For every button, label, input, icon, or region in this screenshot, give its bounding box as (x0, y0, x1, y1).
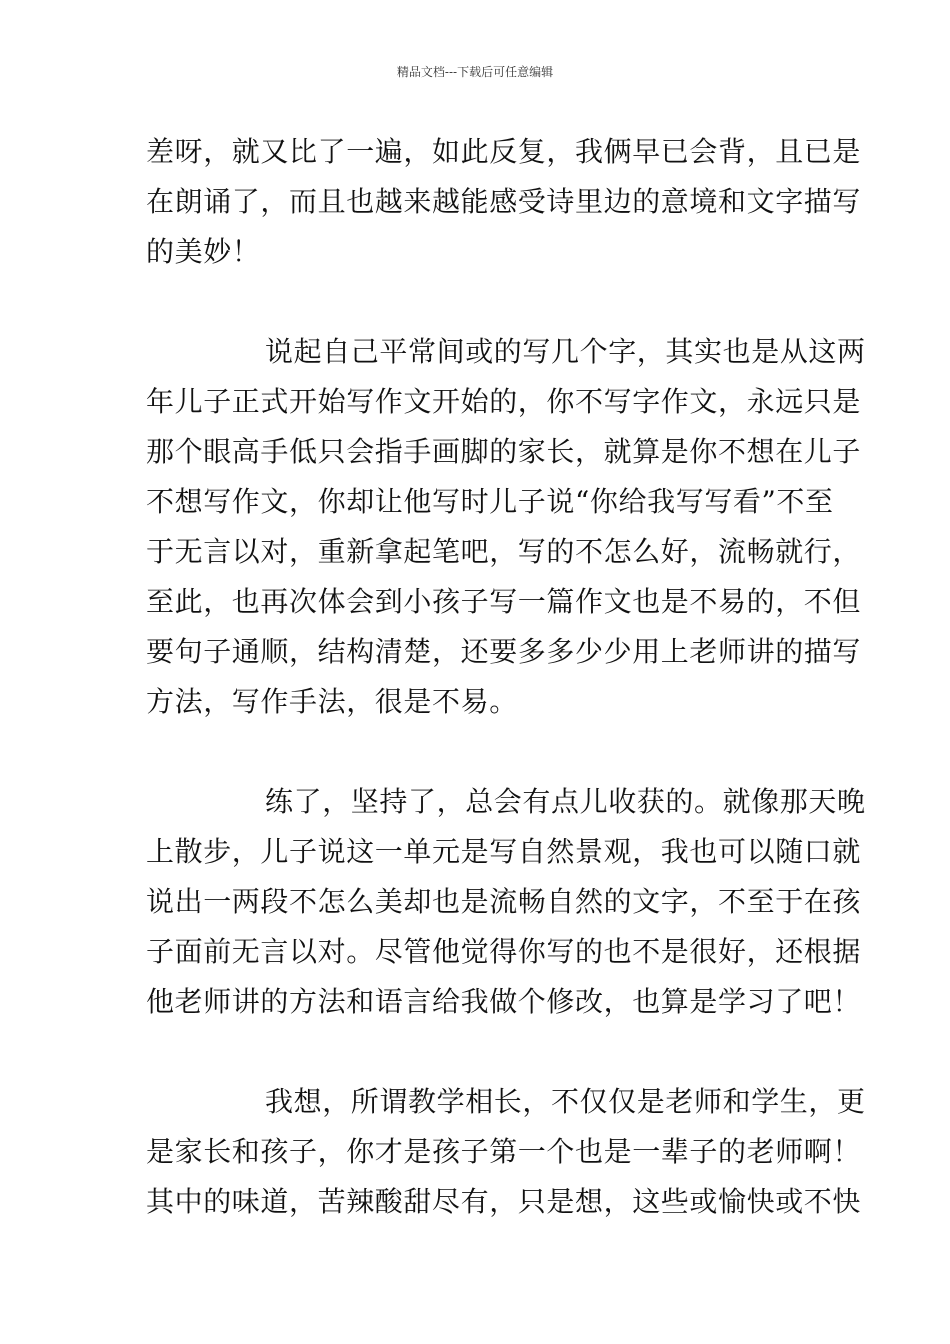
text-line: 他老师讲的方法和语言给我做个修改，也算是学习了吧！ (146, 985, 862, 1018)
text-line: 差呀，就又比了一遍，如此反复，我俩早已会背，且已是 (146, 135, 862, 168)
text-line: 其中的味道，苦辣酸甜尽有，只是想，这些或愉快或不快 (146, 1185, 862, 1218)
paragraph-2 (146, 327, 866, 727)
text-line: 在朗诵了，而且也越来越能感受诗里边的意境和文字描写 (146, 185, 862, 218)
text-line: 练了，坚持了，总会有点儿收获的。就像那天晚 (265, 785, 866, 818)
paragraph-gap (146, 1027, 808, 1077)
text-line: 上散步，儿子说这一单元是写自然景观，我也可以随口就 (146, 835, 862, 868)
page-header: 精品文档---下载后可任意编辑 (396, 65, 554, 79)
text-line: 说起自己平常间或的写几个字，其实也是从这两 (265, 335, 866, 368)
text-line: 年儿子正式开始写作文开始的，你不写字作文，永远只是 (146, 385, 862, 418)
text-line: 那个眼高手低只会指手画脚的家长，就算是你不想在儿子 (146, 435, 862, 468)
text-line: 我想，所谓教学相长，不仅仅是老师和学生，更 (265, 1085, 866, 1118)
text-line: 不想写作文，你却让他写时儿子说“你给我写写看”不至 (146, 485, 834, 518)
document-body (146, 127, 866, 1227)
text-line: 要句子通顺，结构清楚，还要多多少少用上老师讲的描写 (146, 635, 862, 668)
paragraph-gap (146, 277, 808, 327)
text-line: 于无言以对，重新拿起笔吧，写的不怎么好，流畅就行， (146, 535, 862, 568)
paragraph-gap (146, 727, 808, 777)
paragraph-1 (146, 127, 862, 277)
paragraph-4 (146, 1077, 866, 1227)
text-line: 子面前无言以对。尽管他觉得你写的也不是很好，还根据 (146, 935, 862, 968)
text-line: 说出一两段不怎么美却也是流畅自然的文字，不至于在孩 (146, 885, 862, 918)
paragraph-3 (146, 777, 866, 1027)
text-line: 方法，写作手法，很是不易。 (146, 685, 518, 718)
text-line: 的美妙！ (146, 235, 261, 268)
text-line: 至此，也再次体会到小孩子写一篇作文也是不易的，不但 (146, 585, 862, 618)
text-line: 是家长和孩子，你才是孩子第一个也是一辈子的老师啊！ (146, 1135, 862, 1168)
